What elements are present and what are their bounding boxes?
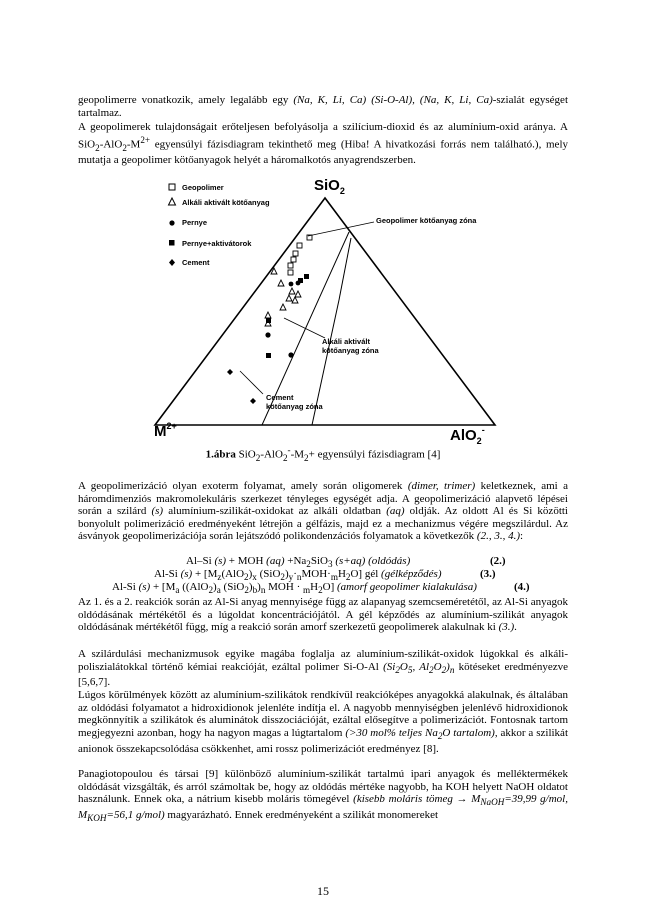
apex-top-label: SiO$_2$ [314,177,345,196]
figure-caption: 1.ábra $SiO_2-AlO_2^--M_2+$ egyensúlyi fázisdiagram [4] [205,445,441,463]
cement-zone-label-1: Cement [266,393,294,402]
equation-4-number: (4.) [514,581,530,593]
point-geopolymer [297,243,302,248]
alkali-zone-leader [284,318,325,338]
cement-zone-label-2: kötőanyag zóna [266,402,323,411]
legend-label-4: Cement [182,258,210,267]
point-alkali [295,291,301,297]
paragraph-6: Lúgos körülmények között az alumínium-szilikátok rendkívül reakcióképes anyagokká alakulnak, és általában az oldódási folyamatot a hidroxidionok jelenléte indítja el. A nagyobb mennyiségben jelenlévő hidroxidionok megkönnyítik a szilikátok és aluminátok disszociációját, ezáltal elősegítve a polimerizációt. Fontosnak tartom megjegyezni azonban, hogy ha nagyon magas a lúgtartalom (>30 mol% teljes $Na_2O$ tartalom), akkor a szilikát anionok összekapcsolódása csökkenhet, ami rossz polimerizációt eredményez [8]. [78,689,568,755]
point-flyash-activators [304,274,309,279]
legend-label-3: Pernye+aktivátorok [182,239,252,248]
point-geopolymer [291,257,296,262]
legend-square-open-icon [169,184,175,190]
paragraph-2: A geopolimerek tulajdonságait erőteljesen befolyásolja a szilícium-dioxid és az alumínium-oxid aránya. A $SiO_2-AlO_2-M^{2+}$ egyensúlyi fázisdiagram tekinthető meg (Hiba! A hivatkozási forrás nem található.), mely mutatja a geopolimer kötőanyagok helyét a háromalkotós anyagrendszerben. [78,121,568,167]
data-points [227,235,312,404]
equation-3-number: (3.) [480,568,496,580]
paragraph-1: geopolimerre vonatkozik, amely legalább egy (Na, K, Li, Ca) (Si-O-Al), (Na, K, Li, Ca)-szialát egységet tartalmaz. [78,94,568,119]
point-flyash-activators [266,318,271,323]
legend-label-0: Geopolimer [182,183,224,192]
point-alkali [286,295,292,301]
legend-label-2: Pernye [182,218,208,227]
point-alkali [292,297,298,303]
equation-2-number: (2.) [490,555,506,567]
paragraph-4: Az 1. és a 2. reakciók során az Al-Si anyag mennyisége függ az alapanyag szemcseméretétől, az Al-Si anyagok oldódásának mértékétől és a lúgoldat koncentrációjától. A gél képződés az alumínium-szilikát anyagok oldódásának mértékétől függ, míg a reakció során amorf szerkezetű geopolimerek alakulnak ki (3.). [78,596,568,634]
equation-4: Al-Si $(s) + [M_a$ ($(AlO_2)_a$ $(SiO_2)_b)_n$ MOH · $_mH_2O$] (amorf geopolimer kialakulása) [112,581,477,596]
legend-circle-filled-icon [169,220,174,225]
alkali-zone-label-1: Alkáli aktivált [322,337,370,346]
legend-diamond-filled-icon [169,259,175,266]
legend [169,183,270,267]
point-flyash-activators [266,353,271,358]
ternary-phase-diagram [150,170,500,446]
paragraph-3: A geopolimerizáció olyan exoterm folyamat, amely során oligomerek (dimer, trimer) keletkeznek, ami a háromdimenziós makromolekuláris szerkezet tényleges egységét adja. A geopolimerizáció alapvető lépései során a szilárd (s) alumínium-szilikát-oxidokat az alkáli oldatban (aq) oldják. Az oldott Al és Si közötti bonyolult polimerizáció eredményeként létrejön a gélfázis, majd ez a mechanizmus végére megszilárdul. Az ásványok geopolimerizációja során lejátszódó polikondenzációs folyamatok a következők (2., 3., 4.): [78,480,568,543]
point-alkali [289,288,295,294]
point-flyash [289,282,294,287]
paragraph-7: Panagiotopoulou és társai [9] különböző alumínium-szilikát tartalmú ipari anyagok és melléktermékek oldódását vizsgálták, és arról számoltak be, hogy az oldódás mértéke nagyobb, ha KOH helyett NaOH oldatot használunk. Ennek oka, a nátrium kisebb moláris tömegével (kisebb moláris tömeg → $M_{NaOH}=39,99$ g/mol, $M_{KOH}=56,1$ g/mol) magyarázható. Ennek eredményeként a szilikát monomereket [78,768,568,824]
page-number: 15 [317,884,329,898]
apex-right-label: AlO$_2$- [450,425,485,446]
legend-label-1: Alkáli aktivált kötőanyag [182,198,270,207]
paragraph-5: A szilárdulási mechanizmusok egyike magába foglalja az alumínium-szilikát-oxidok lúgokkal és alkáli-poliszialátokkal történő kémiai reakcióját, ezáltal polimer Si-O-Al ($Si_2O_5$, $Al_2O_2)_n$ kötéseket eredményezve [5,6,7]. [78,648,568,689]
point-alkali [265,312,271,318]
point-alkali [280,304,286,310]
point-flyash [265,332,270,337]
apex-left-label: $M^{2+}$ [154,421,177,440]
geopolymer-zone-leader [308,222,374,236]
zone-boundary-line-2 [339,238,351,300]
point-geopolymer [288,263,293,268]
legend-square-filled-icon [169,240,175,246]
point-alkali [278,280,284,286]
point-flyash-activators [298,278,303,283]
geopolymer-zone-label: Geopolimer kötőanyag zóna [376,216,477,225]
legend-triangle-open-icon [169,198,176,205]
equation-2: Al–Si (s) + MOH $(aq) +Na_2SiO_3$ (s+aq) (oldódás) [186,555,411,570]
point-flyash [288,352,293,357]
cement-zone-leader [240,371,263,394]
alkali-zone-label-2: kötőanyag zóna [322,346,379,355]
point-cement [250,398,256,404]
equation-3: Al-Si $(s) + [M_z(AlO_2)_x$ $(SiO_2)_y\cdot_nMOH\cdot_mH_2O$] gél (gélképződés) [154,568,442,583]
point-geopolymer [293,251,298,256]
point-cement [227,369,233,375]
point-geopolymer [288,270,293,275]
